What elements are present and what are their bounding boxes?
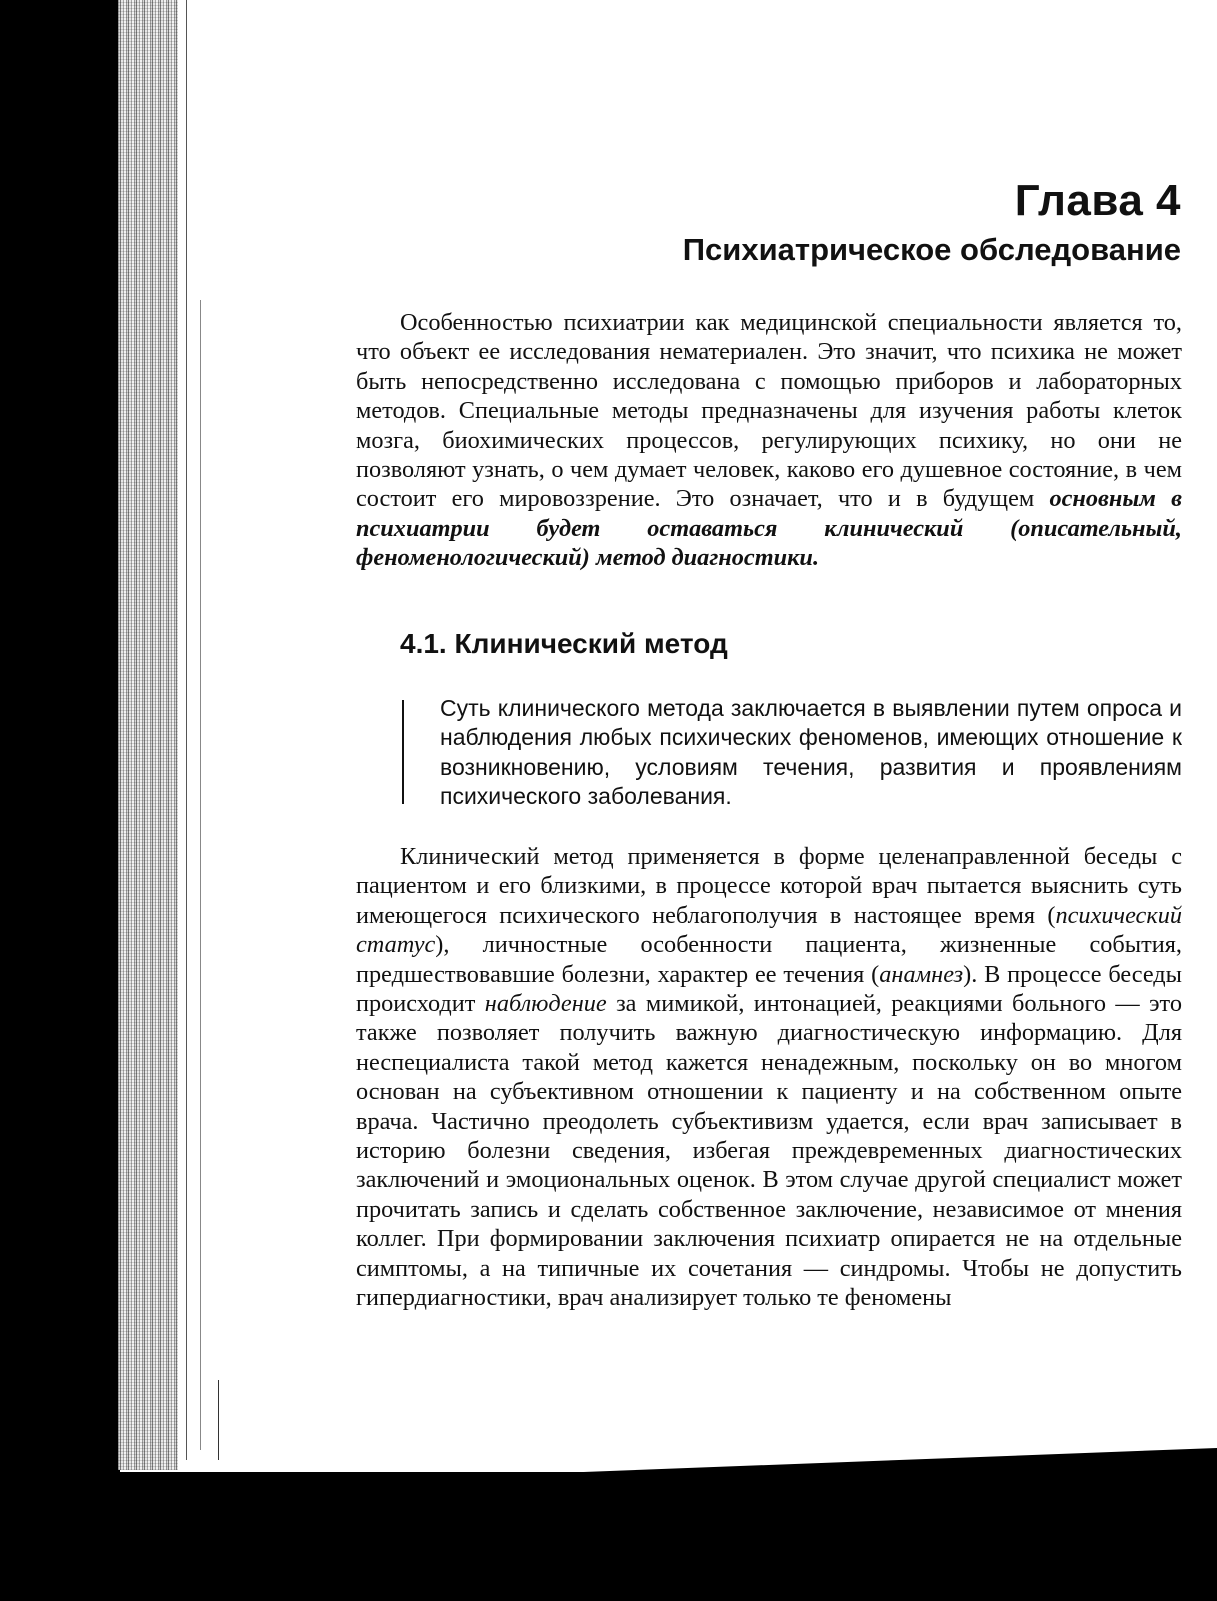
scan-margin-bottom bbox=[0, 1472, 1217, 1601]
body-text: Клинический метод применяется в форме целенаправленной беседы с пациентом и его близкими, в процессе которой врач пытается выяснить суть имеющегося психического неблагополучия в настоящее время ( bbox=[356, 843, 1182, 929]
chapter-label: Глава 4 bbox=[1014, 176, 1181, 225]
term-observation: наблюдение bbox=[484, 990, 607, 1018]
term-anamnesis: анамнез bbox=[879, 960, 964, 988]
term-mental-status: психический статус bbox=[356, 901, 1182, 959]
intro-paragraph bbox=[356, 308, 1182, 573]
binding-gutter bbox=[118, 0, 178, 1470]
definition-bar bbox=[402, 700, 404, 804]
intro-text: Особенностью психиатрии как медицинской специальности является то, что объект ее исследования нематериален. Это значит, что психика не может быть непосредственно исследована с помощью приборов и лабораторных методов. Специальные методы предназначены для изучения работы клеток мозга, биохимических процессов, регулирующих психику, но они не позволяют узнать, о чем думает человек, каково его душевное состояние, в чем состоит его мировоззрение. Это означает, что и в будущем bbox=[356, 309, 1182, 513]
body-text: ), личностные особенности пациента, жизненные события, предшествовавшие болезни, характер ее течения ( bbox=[356, 931, 1182, 988]
section-heading: 4.1. Клинический метод bbox=[400, 628, 728, 659]
scan-margin-left bbox=[0, 0, 120, 1601]
body-text: ). В процессе беседы происходит bbox=[356, 960, 1182, 1018]
gutter-line bbox=[200, 300, 201, 1450]
body-paragraph bbox=[356, 842, 1182, 1313]
chapter-title: Психиатрическое обследование bbox=[682, 232, 1181, 267]
gutter-line bbox=[218, 1380, 219, 1460]
gutter-line bbox=[186, 0, 187, 1460]
definition-box: Суть клинического метода заключается в выявлении путем опроса и наблюдения любых психических феноменов, имеющих отношение к возникновению, условиям течения, развития и проявлениям психического заболевания. bbox=[440, 695, 1182, 810]
intro-emphasis: основным в психиатрии будет оставаться клинический (описательный, феноменологический) метод диагностики. bbox=[356, 485, 1182, 572]
body-text: за мимикой, интонацией, реакциями больного — это также позволяет получить важную диагностическую информацию. Для неспециалиста такой метод кажется ненадежным, поскольку он во многом основан на субъективном отношении к пациенту и на собственном опыте врача. Частично преодолеть субъективизм удается, если врач записывает в историю болезни сведения, избегая преждевременных диагностических заключений и эмоциональных оценок. В этом случае другой специалист может прочитать запись и сделать собственное заключение, независимое от мнения коллег. При формировании заключения психиатр опирается не на отдельные симптомы, а на типичные их сочетания — синдромы. Чтобы не допустить гипердиагностики, врач анализирует только те феномены bbox=[356, 990, 1182, 1312]
